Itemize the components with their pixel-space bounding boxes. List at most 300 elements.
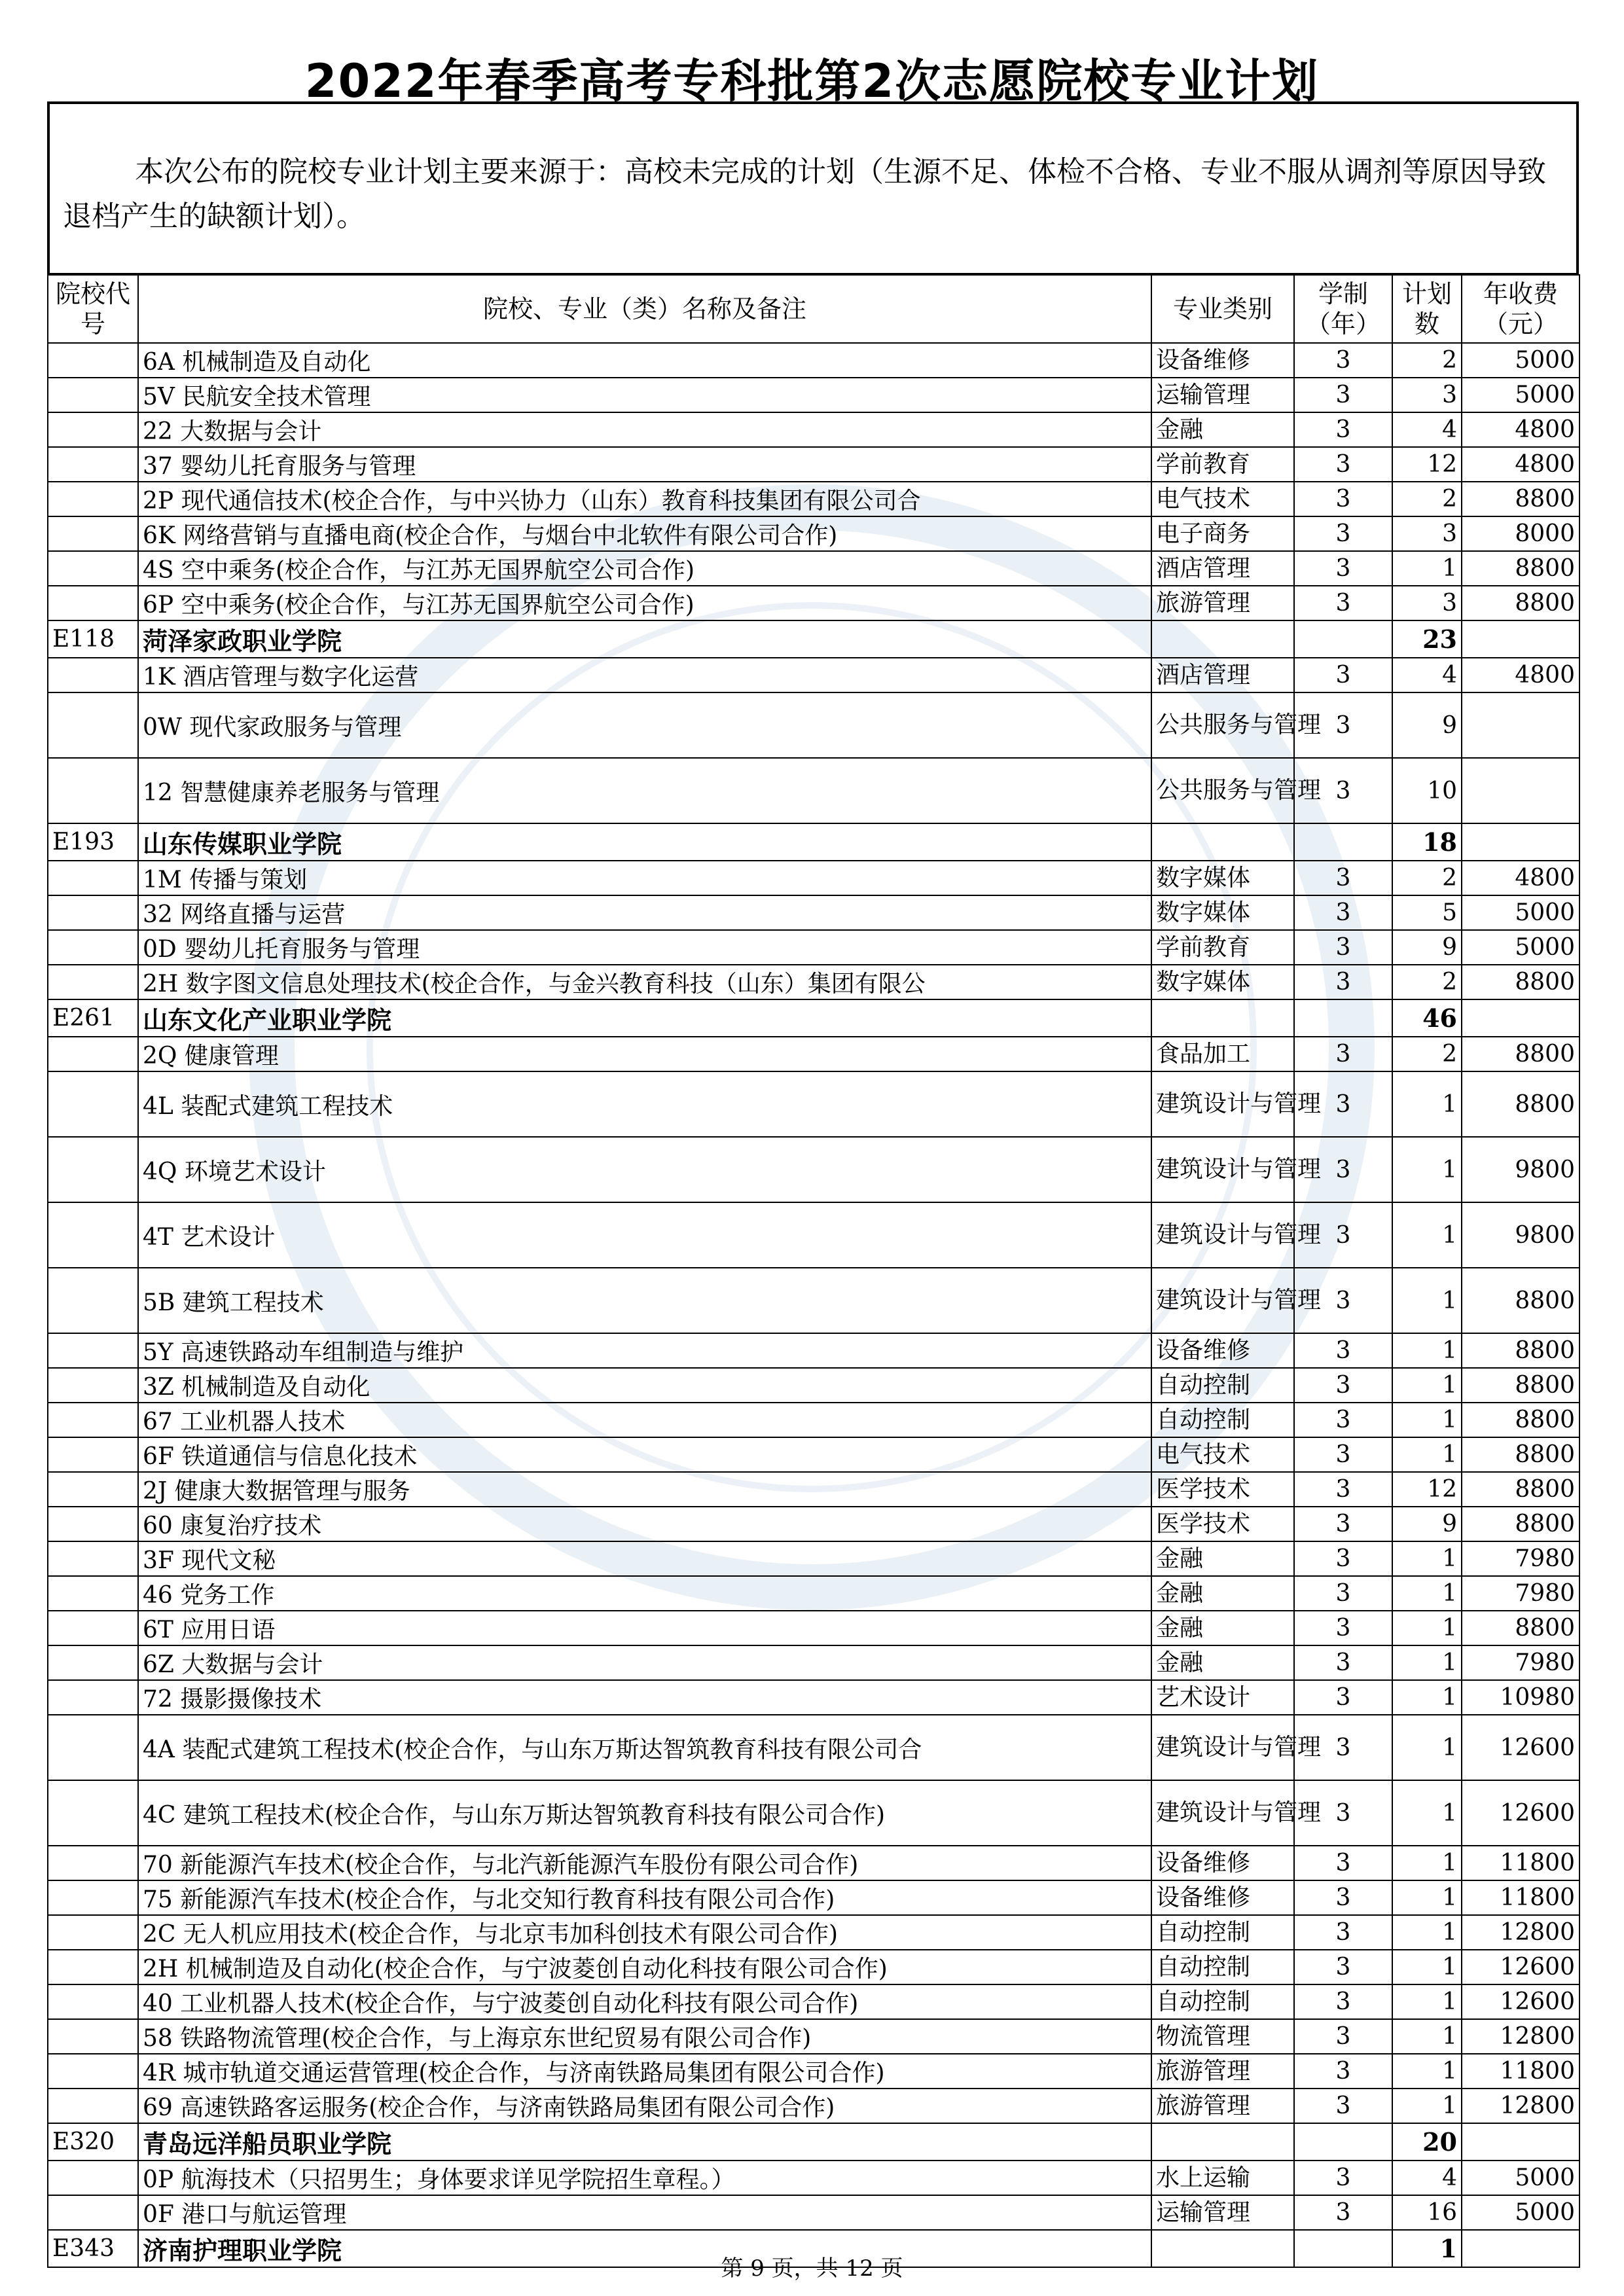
school-code-cell: E118 [48,620,138,658]
category-cell: 数字媒体 [1151,895,1294,930]
fee-cell: 7980 [1462,1645,1579,1680]
fee-cell [1462,999,1579,1037]
school-name-cell: 菏泽家政职业学院 [138,620,1151,658]
category-cell: 自动控制 [1151,1950,1294,1984]
major-row [48,378,1579,412]
fee-cell: 12600 [1462,1984,1579,2019]
plan-count-cell: 46 [1392,999,1462,1037]
fee-cell: 5000 [1462,930,1579,965]
major-name-cell: 2H 数字图文信息处理技术(校企合作，与金兴教育科技（山东）集团有限公 [138,965,1151,999]
major-row [48,965,1579,999]
major-row [48,1507,1579,1541]
years-cell: 3 [1294,1541,1392,1576]
header-plan: 计划数 [1392,275,1462,343]
school-code-cell [48,1645,138,1680]
years-cell: 3 [1294,658,1392,692]
major-row [48,1368,1579,1403]
fee-cell: 11800 [1462,2054,1579,2089]
category-cell: 学前教育 [1151,447,1294,482]
school-code-cell [48,1037,138,1071]
years-cell: 3 [1294,2019,1392,2054]
school-code-cell [48,1880,138,1915]
years-cell: 3 [1294,1715,1392,1780]
category-cell: 自动控制 [1151,1984,1294,2019]
major-name-cell: 6A 机械制造及自动化 [138,343,1151,378]
school-code-cell [48,1611,138,1645]
major-name-cell: 72 摄影摄像技术 [138,1680,1151,1715]
plan-count-cell: 1 [1392,1576,1462,1611]
fee-cell [1462,692,1579,758]
school-row [48,620,1579,658]
fee-cell: 12600 [1462,1715,1579,1780]
fee-cell: 10980 [1462,1680,1579,1715]
fee-cell: 7980 [1462,1576,1579,1611]
years-cell: 3 [1294,1472,1392,1507]
header-years: 学制（年） [1294,275,1392,343]
major-row [48,1611,1579,1645]
plan-count-cell: 1 [1392,1680,1462,1715]
years-cell: 3 [1294,1333,1392,1368]
plan-table [47,274,1580,2268]
page-title: 2022年春季高考专科批第2次志愿院校专业计划 [304,54,1320,108]
school-code-cell [48,658,138,692]
category-cell: 自动控制 [1151,1368,1294,1403]
major-name-cell: 6Z 大数据与会计 [138,1645,1151,1680]
major-row [48,2054,1579,2089]
plan-count-cell: 1 [1392,1880,1462,1915]
category-cell: 旅游管理 [1151,2054,1294,2089]
school-code-cell [48,1202,138,1268]
years-cell: 3 [1294,1780,1392,1846]
major-row [48,1780,1579,1846]
fee-cell: 7980 [1462,1541,1579,1576]
plan-count-cell: 1 [1392,2230,1462,2267]
major-name-cell: 5V 民航安全技术管理 [138,378,1151,412]
fee-cell: 8800 [1462,1507,1579,1541]
school-code-cell [48,343,138,378]
years-cell: 3 [1294,1368,1392,1403]
years-cell: 3 [1294,1202,1392,1268]
major-row [48,1680,1579,1715]
years-cell: 3 [1294,692,1392,758]
school-row [48,823,1579,861]
school-code-cell [48,1680,138,1715]
years-cell: 3 [1294,930,1392,965]
major-row [48,1715,1579,1780]
category-cell: 电子商务 [1151,516,1294,551]
category-cell: 自动控制 [1151,1915,1294,1950]
school-code-cell [48,2195,138,2230]
fee-cell: 4800 [1462,412,1579,447]
major-row [48,1915,1579,1950]
major-name-cell: 75 新能源汽车技术(校企合作，与北交知行教育科技有限公司合作) [138,1880,1151,1915]
major-name-cell: 4C 建筑工程技术(校企合作，与山东万斯达智筑教育科技有限公司合作) [138,1780,1151,1846]
years-cell: 3 [1294,965,1392,999]
major-name-cell: 6F 铁道通信与信息化技术 [138,1437,1151,1472]
school-code-cell [48,1137,138,1202]
school-code-cell [48,1984,138,2019]
major-row [48,658,1579,692]
plan-count-cell: 1 [1392,1437,1462,1472]
school-code-cell: E193 [48,823,138,861]
major-name-cell: 4R 城市轨道交通运营管理(校企合作，与济南铁路局集团有限公司合作) [138,2054,1151,2089]
plan-count-cell: 16 [1392,2195,1462,2230]
plan-count-cell: 2 [1392,861,1462,895]
school-code-cell [48,1333,138,1368]
school-row [48,2123,1579,2161]
fee-cell: 8800 [1462,482,1579,516]
plan-count-cell: 1 [1392,1780,1462,1846]
fee-cell: 9800 [1462,1202,1579,1268]
fee-cell: 4800 [1462,861,1579,895]
category-cell: 公共服务与管理 [1151,758,1294,823]
category-cell [1151,823,1294,861]
fee-cell: 5000 [1462,895,1579,930]
major-row [48,1472,1579,1507]
school-code-cell [48,692,138,758]
fee-cell: 8800 [1462,1437,1579,1472]
major-name-cell: 4A 装配式建筑工程技术(校企合作，与山东万斯达智筑教育科技有限公司合 [138,1715,1151,1780]
category-cell [1151,2123,1294,2161]
major-row [48,1437,1579,1472]
major-name-cell: 4L 装配式建筑工程技术 [138,1071,1151,1137]
major-row [48,1576,1579,1611]
years-cell: 3 [1294,516,1392,551]
years-cell [1294,999,1392,1037]
school-row [48,999,1579,1037]
plan-count-cell: 3 [1392,378,1462,412]
years-cell [1294,620,1392,658]
category-cell: 建筑设计与管理 [1151,1202,1294,1268]
major-name-cell: 40 工业机器人技术(校企合作，与宁波菱创自动化科技有限公司合作) [138,1984,1151,2019]
years-cell: 3 [1294,1037,1392,1071]
major-name-cell: 12 智慧健康养老服务与管理 [138,758,1151,823]
major-name-cell: 5B 建筑工程技术 [138,1268,1151,1333]
category-cell: 金融 [1151,1611,1294,1645]
school-code-cell [48,551,138,586]
category-cell: 酒店管理 [1151,658,1294,692]
major-row [48,343,1579,378]
years-cell: 3 [1294,1645,1392,1680]
school-code-cell [48,1950,138,1984]
major-row [48,551,1579,586]
years-cell: 3 [1294,1137,1392,1202]
major-name-cell: 5Y 高速铁路动车组制造与维护 [138,1333,1151,1368]
plan-count-cell: 4 [1392,658,1462,692]
major-row [48,930,1579,965]
major-name-cell: 37 婴幼儿托育服务与管理 [138,447,1151,482]
category-cell: 数字媒体 [1151,861,1294,895]
plan-count-cell: 4 [1392,2161,1462,2195]
years-cell: 3 [1294,861,1392,895]
plan-count-cell: 20 [1392,2123,1462,2161]
plan-count-cell: 2 [1392,1037,1462,1071]
plan-count-cell: 1 [1392,1368,1462,1403]
category-cell: 设备维修 [1151,1880,1294,1915]
plan-count-cell: 1 [1392,1541,1462,1576]
major-name-cell: 2C 无人机应用技术(校企合作，与北京韦加科创技术有限公司合作) [138,1915,1151,1950]
major-row [48,1880,1579,1915]
years-cell [1294,2123,1392,2161]
fee-cell: 8800 [1462,1403,1579,1437]
category-cell: 设备维修 [1151,343,1294,378]
years-cell: 3 [1294,895,1392,930]
fee-cell: 8800 [1462,965,1579,999]
years-cell: 3 [1294,1576,1392,1611]
plan-count-cell: 12 [1392,447,1462,482]
major-row [48,1137,1579,1202]
major-name-cell: 2P 现代通信技术(校企合作，与中兴协力（山东）教育科技集团有限公司合 [138,482,1151,516]
major-name-cell: 1M 传播与策划 [138,861,1151,895]
school-code-cell [48,1403,138,1437]
category-cell: 金融 [1151,1576,1294,1611]
school-code-cell [48,2161,138,2195]
major-row [48,895,1579,930]
fee-cell: 12600 [1462,1780,1579,1846]
major-row [48,586,1579,620]
major-name-cell: 69 高速铁路客运服务(校企合作，与济南铁路局集团有限公司合作) [138,2089,1151,2123]
fee-cell: 9800 [1462,1137,1579,1202]
plan-count-cell: 5 [1392,895,1462,930]
category-cell: 旅游管理 [1151,586,1294,620]
major-name-cell: 6T 应用日语 [138,1611,1151,1645]
plan-count-cell: 9 [1392,930,1462,965]
years-cell: 3 [1294,1268,1392,1333]
fee-cell [1462,2123,1579,2161]
major-name-cell: 6P 空中乘务(校企合作，与江苏无国界航空公司合作) [138,586,1151,620]
fee-cell: 12800 [1462,2089,1579,2123]
plan-count-cell: 1 [1392,2054,1462,2089]
years-cell: 3 [1294,1507,1392,1541]
years-cell: 3 [1294,1984,1392,2019]
school-code-cell [48,758,138,823]
category-cell [1151,620,1294,658]
category-cell: 学前教育 [1151,930,1294,965]
major-row [48,2195,1579,2230]
category-cell: 艺术设计 [1151,1680,1294,1715]
category-cell: 物流管理 [1151,2019,1294,2054]
plan-count-cell: 3 [1392,586,1462,620]
school-code-cell: E320 [48,2123,138,2161]
note-text: 本次公布的院校专业计划主要来源于：高校未完成的计划（生源不足、体检不合格、专业不服从调剂等原因导致退档产生的缺额计划）。 [63,155,1546,233]
major-row [48,1846,1579,1880]
major-row [48,758,1579,823]
school-code-cell [48,378,138,412]
major-name-cell: 3Z 机械制造及自动化 [138,1368,1151,1403]
category-cell: 电气技术 [1151,1437,1294,1472]
major-name-cell: 0W 现代家政服务与管理 [138,692,1151,758]
plan-count-cell: 1 [1392,1071,1462,1137]
major-name-cell: 67 工业机器人技术 [138,1403,1151,1437]
years-cell: 3 [1294,758,1392,823]
plan-count-cell: 4 [1392,412,1462,447]
fee-cell: 8800 [1462,551,1579,586]
note-box [47,101,1579,276]
major-name-cell: 2Q 健康管理 [138,1037,1151,1071]
years-cell: 3 [1294,1071,1392,1137]
category-cell: 水上运输 [1151,2161,1294,2195]
school-name-cell: 青岛远洋船员职业学院 [138,2123,1151,2161]
school-code-cell [48,1437,138,1472]
major-name-cell: 58 铁路物流管理(校企合作，与上海京东世纪贸易有限公司合作) [138,2019,1151,2054]
years-cell: 3 [1294,1403,1392,1437]
category-cell: 食品加工 [1151,1037,1294,1071]
years-cell: 3 [1294,1880,1392,1915]
plan-count-cell: 1 [1392,1202,1462,1268]
school-code-cell [48,2019,138,2054]
plan-count-cell: 1 [1392,1715,1462,1780]
category-cell: 金融 [1151,1645,1294,1680]
years-cell: 3 [1294,482,1392,516]
plan-count-cell: 9 [1392,692,1462,758]
major-name-cell: 6K 网络营销与直播电商(校企合作，与烟台中北软件有限公司合作) [138,516,1151,551]
major-row [48,482,1579,516]
major-row [48,1541,1579,1576]
major-row [48,861,1579,895]
category-cell: 自动控制 [1151,1403,1294,1437]
fee-cell: 8000 [1462,516,1579,551]
years-cell: 3 [1294,2089,1392,2123]
major-row [48,1950,1579,1984]
category-cell: 公共服务与管理 [1151,692,1294,758]
header-name: 院校、专业（类）名称及备注 [138,275,1151,343]
category-cell: 旅游管理 [1151,2089,1294,2123]
major-row [48,1071,1579,1137]
fee-cell: 8800 [1462,1368,1579,1403]
plan-count-cell: 1 [1392,1915,1462,1950]
school-code-cell [48,861,138,895]
major-row [48,2019,1579,2054]
years-cell: 3 [1294,412,1392,447]
plan-count-cell: 2 [1392,965,1462,999]
school-code-cell [48,1071,138,1137]
plan-count-cell: 2 [1392,343,1462,378]
category-cell: 建筑设计与管理 [1151,1780,1294,1846]
fee-cell [1462,823,1579,861]
plan-count-cell: 9 [1392,1507,1462,1541]
plan-count-cell: 18 [1392,823,1462,861]
plan-count-cell: 1 [1392,1403,1462,1437]
school-code-cell [48,1715,138,1780]
major-row [48,1202,1579,1268]
plan-count-cell: 1 [1392,1984,1462,2019]
fee-cell: 8800 [1462,1268,1579,1333]
years-cell: 3 [1294,1846,1392,1880]
fee-cell: 8800 [1462,1071,1579,1137]
category-cell: 金融 [1151,1541,1294,1576]
years-cell: 3 [1294,551,1392,586]
years-cell: 3 [1294,1680,1392,1715]
category-cell: 设备维修 [1151,1333,1294,1368]
school-code-cell [48,516,138,551]
years-cell: 3 [1294,586,1392,620]
plan-count-cell: 12 [1392,1472,1462,1507]
plan-count-cell: 1 [1392,1137,1462,1202]
school-code-cell [48,447,138,482]
years-cell: 3 [1294,447,1392,482]
fee-cell: 5000 [1462,378,1579,412]
major-name-cell: 4Q 环境艺术设计 [138,1137,1151,1202]
plan-count-cell: 3 [1392,516,1462,551]
category-cell: 建筑设计与管理 [1151,1137,1294,1202]
school-code-cell [48,1576,138,1611]
years-cell: 3 [1294,378,1392,412]
plan-count-cell: 1 [1392,1645,1462,1680]
fee-cell: 5000 [1462,2195,1579,2230]
plan-count-cell: 1 [1392,1611,1462,1645]
category-cell: 金融 [1151,412,1294,447]
page-footer: 第 9 页，共 12 页 [721,2255,903,2282]
fee-cell: 11800 [1462,1880,1579,1915]
major-row [48,2161,1579,2195]
major-row [48,2089,1579,2123]
major-name-cell: 4T 艺术设计 [138,1202,1151,1268]
major-row [48,1403,1579,1437]
category-cell: 运输管理 [1151,2195,1294,2230]
fee-cell: 11800 [1462,1846,1579,1880]
plan-count-cell: 23 [1392,620,1462,658]
fee-cell: 5000 [1462,2161,1579,2195]
plan-count-cell: 1 [1392,2019,1462,2054]
category-cell: 医学技术 [1151,1507,1294,1541]
header-category: 专业类别 [1151,275,1294,343]
fee-cell: 8800 [1462,1611,1579,1645]
school-code-cell [48,1846,138,1880]
plan-count-cell: 1 [1392,1950,1462,1984]
school-code-cell [48,2089,138,2123]
years-cell: 3 [1294,2054,1392,2089]
plan-count-cell: 10 [1392,758,1462,823]
school-name-cell: 济南护理职业学院 [138,2230,1151,2267]
major-row [48,412,1579,447]
school-code-cell [48,965,138,999]
school-code-cell [48,412,138,447]
fee-cell: 8800 [1462,1472,1579,1507]
plan-count-cell: 1 [1392,1846,1462,1880]
header-code: 院校代号 [48,275,138,343]
years-cell: 3 [1294,1611,1392,1645]
fee-cell: 12600 [1462,1950,1579,1984]
major-row [48,447,1579,482]
major-row [48,1645,1579,1680]
school-code-cell: E261 [48,999,138,1037]
plan-count-cell: 1 [1392,2089,1462,2123]
major-row [48,1984,1579,2019]
major-name-cell: 4S 空中乘务(校企合作，与江苏无国界航空公司合作) [138,551,1151,586]
school-code-cell [48,930,138,965]
category-cell: 建筑设计与管理 [1151,1268,1294,1333]
major-name-cell: 0F 港口与航运管理 [138,2195,1151,2230]
school-code-cell [48,1268,138,1333]
major-name-cell: 70 新能源汽车技术(校企合作，与北汽新能源汽车股份有限公司合作) [138,1846,1151,1880]
years-cell: 3 [1294,1950,1392,1984]
category-cell: 电气技术 [1151,482,1294,516]
fee-cell [1462,620,1579,658]
fee-cell: 12800 [1462,2019,1579,2054]
fee-cell: 8800 [1462,1333,1579,1368]
major-name-cell: 2J 健康大数据管理与服务 [138,1472,1151,1507]
major-name-cell: 2H 机械制造及自动化(校企合作，与宁波菱创自动化科技有限公司合作) [138,1950,1151,1984]
years-cell: 3 [1294,343,1392,378]
school-code-cell [48,1472,138,1507]
category-cell: 数字媒体 [1151,965,1294,999]
major-name-cell: 60 康复治疗技术 [138,1507,1151,1541]
years-cell: 3 [1294,1437,1392,1472]
fee-cell: 8800 [1462,586,1579,620]
major-row [48,1333,1579,1368]
major-row [48,516,1579,551]
years-cell: 3 [1294,2195,1392,2230]
